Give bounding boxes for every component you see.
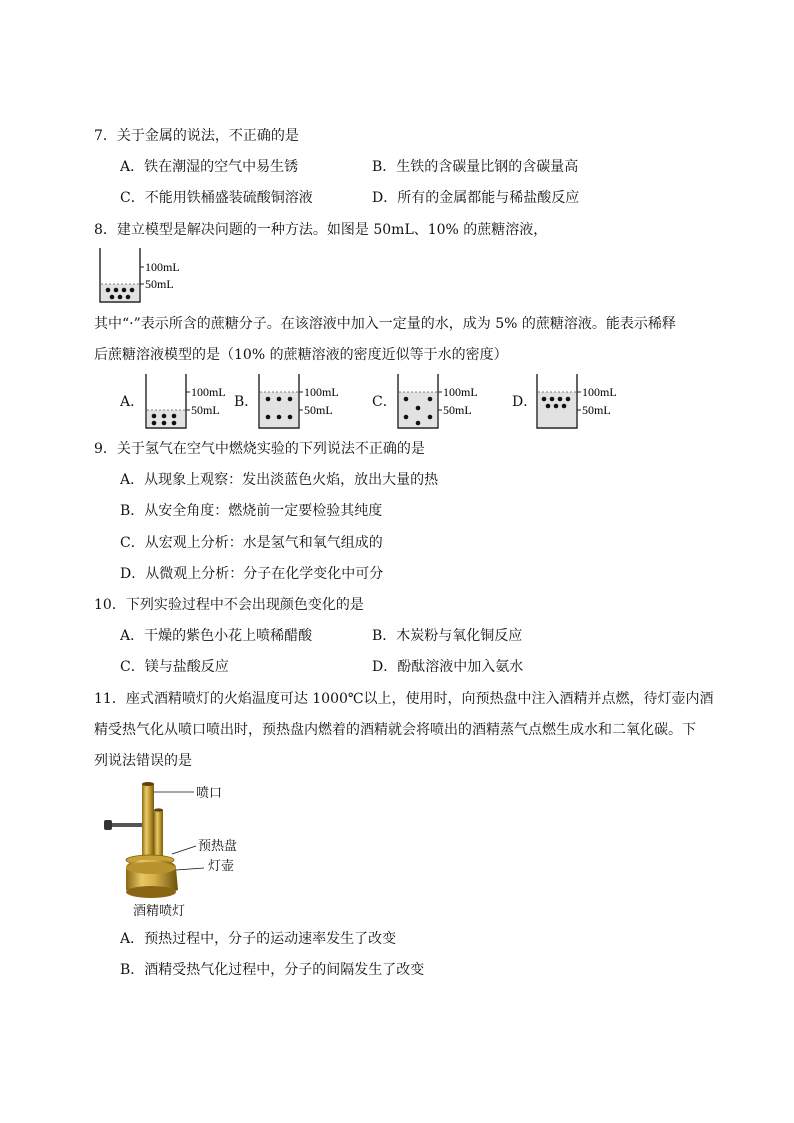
q8-option-d-letter: D． [512,394,538,410]
q8-option-d-beaker [533,372,633,432]
q8-option-b-letter: B． [234,394,259,410]
q7-option-d: D．所有的金属都能与稀盐酸反应 [372,190,580,206]
q11-line3: 列说法错误的是 [94,753,192,769]
q8-option-a-letter: A． [120,394,145,410]
svg-text:50mL: 50mL [443,403,472,417]
svg-text:50mL: 50mL [191,403,220,417]
q9-option-d: D．从微观上分析：分子在化学变化中可分 [120,566,384,582]
svg-text:100mL: 100mL [443,385,478,399]
q9-option-c: C．从宏观上分析：水是氢气和氧气组成的 [120,535,383,551]
q9-stem: 9．关于氢气在空气中燃烧实验的下列说法不正确的是 [94,441,425,457]
svg-text:100mL: 100mL [582,385,617,399]
q8-option-a-beaker [142,372,242,432]
q8-line3: 后蔗糖溶液模型的是（10% 的蔗糖溶液的密度近似等于水的密度） [94,347,508,363]
q8-option-b-beaker [255,372,355,432]
q11-line2: 精受热气化从喷口喷出时，预热盘内燃着的酒精就会将喷出的酒精蒸气点燃生成水和二氧化碳。下 [94,722,696,738]
q7-option-a: A．铁在潮湿的空气中易生锈 [120,159,299,175]
figure-label-preheat-dish: 预热盘 [198,839,238,854]
q9-option-a: A．从现象上观察：发出淡蓝色火焰，放出大量的热 [120,472,439,488]
q8-option-c-beaker [394,372,494,432]
svg-text:50mL: 50mL [582,403,611,417]
q9-option-b: B．从安全角度：燃烧前一定要检验其纯度 [120,503,383,519]
q10-stem: 10．下列实验过程中不会出现颜色变化的是 [94,597,364,613]
ref-label-100ml: 100mL [145,260,180,274]
q8-line2: 其中“·”表示所含的蔗糖分子。在该溶液中加入一定量的水，成为 5% 的蔗糖溶液。能表示稀释 [94,316,676,332]
figure-label-lamp-pot: 灯壶 [208,859,235,874]
svg-text:100mL: 100mL [304,385,339,399]
q10-option-c: C．镁与盐酸反应 [120,659,229,675]
svg-text:100mL: 100mL [191,385,226,399]
q11-line1: 11．座式酒精喷灯的火焰温度可达 1000℃以上，使用时，向预热盘中注入酒精并点燃，待灯壶内酒 [94,691,714,707]
q10-option-a: A．干燥的紫色小花上喷稀醋酸 [120,628,313,644]
q11-option-b: B．酒精受热气化过程中，分子的间隔发生了改变 [120,962,425,978]
q10-option-d: D．酚酞溶液中加入氨水 [372,659,524,675]
q7-option-c: C．不能用铁桶盛装硫酸铜溶液 [120,190,313,206]
q8-option-c-letter: C． [372,394,397,410]
svg-text:50mL: 50mL [304,403,333,417]
q11-option-a: A．预热过程中，分子的运动速率发生了改变 [120,931,397,947]
q7-option-b: B．生铁的含碳量比钢的含碳量高 [372,159,579,175]
q7-stem: 7．关于金属的说法，不正确的是 [94,128,299,144]
reference-beaker-diagram [96,246,196,306]
figure-label-nozzle: 喷口 [196,786,223,801]
q10-option-b: B．木炭粉与氧化铜反应 [372,628,523,644]
figure-caption: 酒精喷灯 [133,904,186,919]
ref-label-50ml: 50mL [145,277,174,291]
q8-stem: 8．建立模型是解决问题的一种方法。如图是 50mL、10% 的蔗糖溶液， [94,222,548,238]
